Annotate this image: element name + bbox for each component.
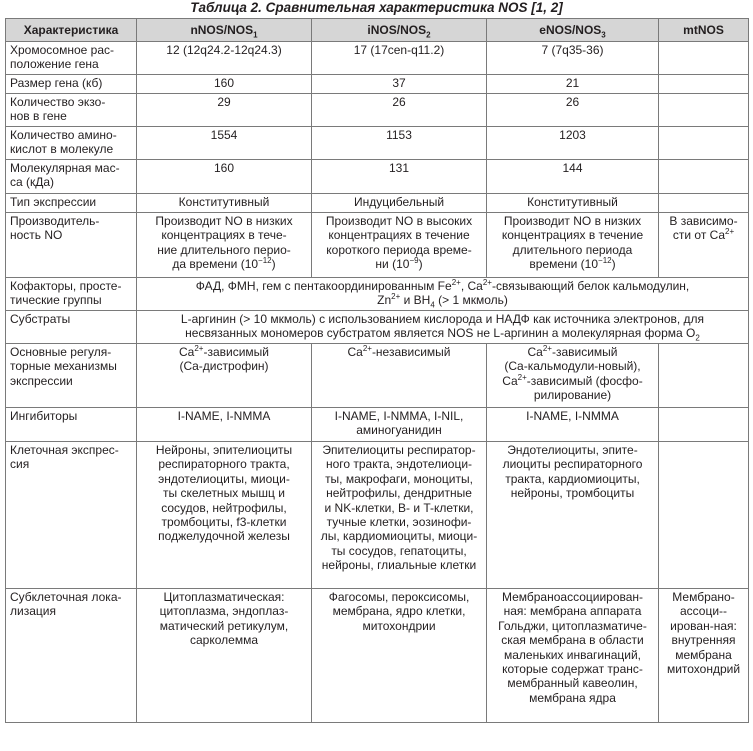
cell-enos: Конститутивный (487, 194, 659, 213)
table-caption: Таблица 2. Сравнительная характеристика NOS [1, 2] (190, 0, 563, 15)
cell-mtnos (659, 160, 749, 194)
row-label: Кофакторы, просте- тические группы (6, 278, 137, 311)
cell-enos: 26 (487, 94, 659, 127)
row-cofactors (6, 278, 749, 311)
cell-mtnos (659, 75, 749, 94)
header-characteristic: Характеристика (6, 19, 137, 42)
cell-mtnos (659, 344, 749, 408)
cell-mtnos (659, 442, 749, 589)
row-cell-expression (6, 442, 749, 589)
cell-nnos: I-NAME, I-NMMA (137, 408, 312, 442)
header-inos: iNOS/$NOS_2$ (312, 19, 487, 42)
cell-mtnos: Мембрано- ассоци-- ирован-ная: внутренняя мембрана митохондрий (659, 589, 749, 723)
cell-nnos: Конститутивный (137, 194, 312, 213)
row-label: Хромосомное рас- положение гена (6, 42, 137, 75)
row-inhibitors (6, 408, 749, 442)
cell-substrates-merged: L-аргинин (> 10 мкмоль) с использованием кислорода и НАДФ как источника электронов, для несвязанных мономеров субстратом является NOS не L-аргинин а молекулярная форма $O_2$ (137, 311, 749, 344)
cell-inos: 26 (312, 94, 487, 127)
cell-mtnos: В зависимо- сти от $Ca^{2+}$ (659, 213, 749, 278)
cell-enos: 7 (7q35-36) (487, 42, 659, 75)
cell-nnos: Цитоплазматическая: цитоплазма, эндоплаз- матический ретикулум, сарколемма (137, 589, 312, 723)
row-label: Производитель- ность NO (6, 213, 137, 278)
cell-inos: Фагосомы, пероксисомы, мембрана, ядро клетки, митохондрии (312, 589, 487, 723)
row-no-productivity (6, 213, 749, 278)
header-nnos: nNOS/$NOS_1$ (137, 19, 312, 42)
cell-mtnos (659, 42, 749, 75)
cell-mtnos (659, 127, 749, 160)
nos-comparison-table (5, 18, 749, 723)
cell-mtnos (659, 94, 749, 127)
row-subcellular-localization (6, 589, 749, 723)
cell-nnos: Нейроны, эпителиоциты респираторного тракта, эндотелиоциты, миоци- ты скелетных мышц и сосудов, нейтрофилы, тромбоциты, f3-клетки поджелудочной железы (137, 442, 312, 589)
cell-mtnos (659, 194, 749, 213)
row-regulation (6, 344, 749, 408)
row-expression-type (6, 194, 749, 213)
cell-enos: 1203 (487, 127, 659, 160)
cell-mtnos (659, 408, 749, 442)
header-row (6, 19, 749, 42)
cell-enos: Эндотелиоциты, эпите- лиоциты респираторного тракта, кардиомиоциты, нейроны, тромбоциты (487, 442, 659, 589)
cell-inos: I-NAME, I-NMMA, I-NIL, аминогуанидин (312, 408, 487, 442)
row-label: Размер гена (кб) (6, 75, 137, 94)
cell-inos: 17 (17cen-q11.2) (312, 42, 487, 75)
row-label: Ингибиторы (6, 408, 137, 442)
cell-inos: Эпителиоциты респиратор- ного тракта, эндотелиоци- ты, макрофаги, моноциты, нейтрофилы, дендритные и NK-клетки, B- и T-клетки, тучные клетки, эозинофи- лы, кардиомиоциты, миоци- ты сосудов, гепатоциты, нейроны, глиальные клетки (312, 442, 487, 589)
cell-inos: 131 (312, 160, 487, 194)
cell-enos: 144 (487, 160, 659, 194)
cell-enos: Производит NO в низких концентрациях в течение длительного периода времени $(10^{-12})$ (487, 213, 659, 278)
cell-cofactors-merged: ФАД, ФМН, гем с пентакоординированным $Fe^{2+}$, $Ca^{2+}$-связывающий белок кальмодулин, $Zn^{2+}$ и $BH_4$ (> 1 мкмоль) (137, 278, 749, 311)
cell-enos: I-NAME, I-NMMA (487, 408, 659, 442)
cell-inos: 37 (312, 75, 487, 94)
cell-inos: Производит NO в высоких концентрациях в течение короткого периода време- ни $(10^{-9})$ (312, 213, 487, 278)
row-chromosome-location (6, 42, 749, 75)
row-label: Субстраты (6, 311, 137, 344)
cell-enos: Мембраноассоциирован- ная: мембрана аппарата Гольджи, цитоплазматиче- ская мембрана в области маленьких инвагинаций, которые содержат транс- мембранный кавеолин, мембрана ядра (487, 589, 659, 723)
cell-nnos: 12 (12q24.2-12q24.3) (137, 42, 312, 75)
row-exon-count (6, 94, 749, 127)
cell-enos: 21 (487, 75, 659, 94)
row-gene-size (6, 75, 749, 94)
row-label: Количество амино- кислот в молекуле (6, 127, 137, 160)
row-label: Субклеточная лока- лизация (6, 589, 137, 723)
cell-inos: 1153 (312, 127, 487, 160)
row-label: Количество экзо- нов в гене (6, 94, 137, 127)
cell-nnos: 160 (137, 160, 312, 194)
cell-nnos: 160 (137, 75, 312, 94)
row-substrates (6, 311, 749, 344)
row-label: Основные регуля- торные механизмы экспрессии (6, 344, 137, 408)
row-amino-acid-count (6, 127, 749, 160)
cell-inos: $Ca^{2+}$-независимый (312, 344, 487, 408)
cell-nnos: 29 (137, 94, 312, 127)
cell-nnos: Производит NO в низких концентрациях в тече- ние длительного перио- да времени $(10^{-12})$ (137, 213, 312, 278)
row-label: Молекулярная мас- са (кДа) (6, 160, 137, 194)
row-label: Тип экспрессии (6, 194, 137, 213)
header-enos: eNOS/$NOS_3$ (487, 19, 659, 42)
cell-nnos: $Ca^{2+}$-зависимый (Ca-дистрофин) (137, 344, 312, 408)
row-label: Клеточная экспрес- сия (6, 442, 137, 589)
cell-inos: Индуцибельный (312, 194, 487, 213)
header-mtnos: mtNOS (659, 19, 749, 42)
row-molecular-mass (6, 160, 749, 194)
cell-enos: $Ca^{2+}$-зависимый (Ca-кальмодули-новый), $Ca^{2+}$-зависимый (фосфо- рилирование) (487, 344, 659, 408)
cell-nnos: 1554 (137, 127, 312, 160)
